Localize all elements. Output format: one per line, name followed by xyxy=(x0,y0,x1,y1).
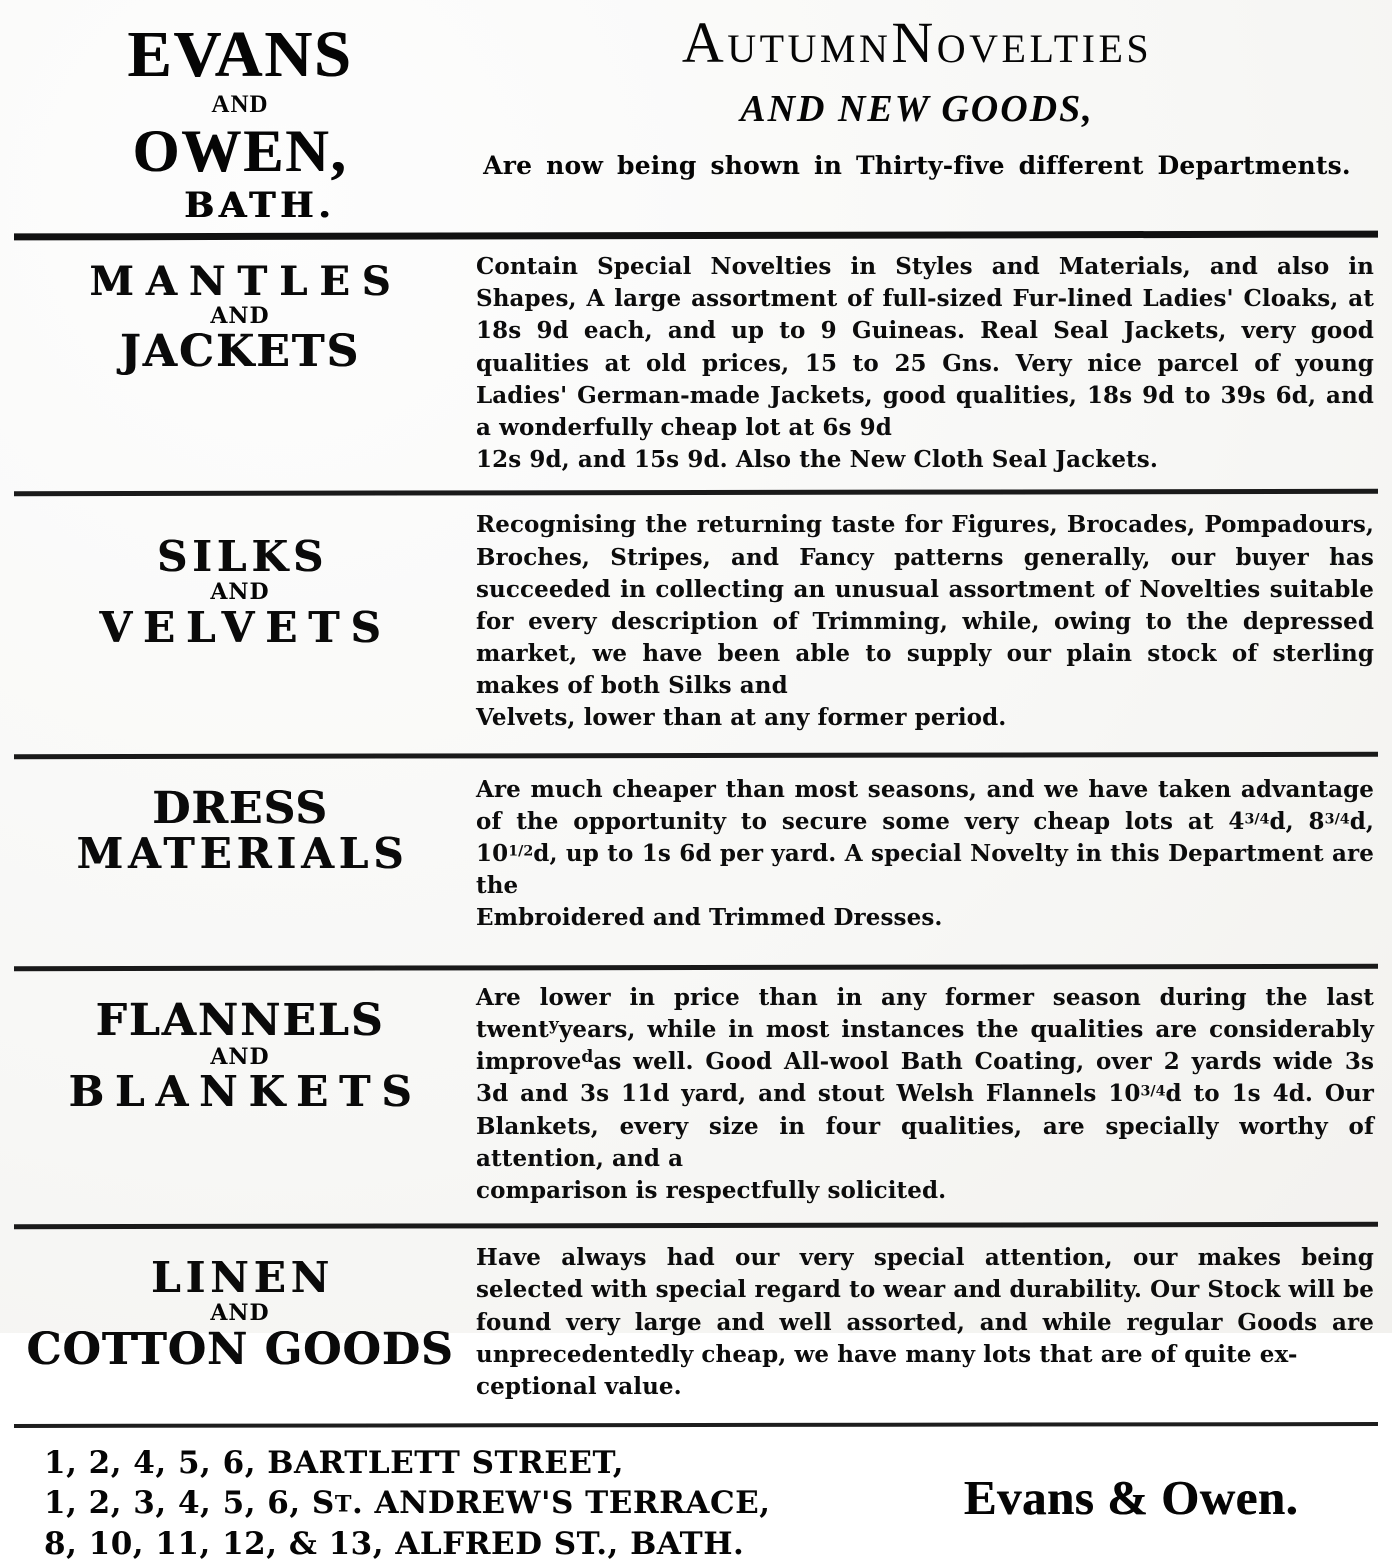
department-title-blankets: BLANKETS xyxy=(68,1067,423,1117)
department-description xyxy=(466,970,1378,1224)
department-description xyxy=(466,758,1378,965)
brand-name-owen: OWEN, xyxy=(132,117,348,184)
department-heading xyxy=(14,970,466,1115)
headline-initial-a: A xyxy=(681,10,728,75)
department-heading xyxy=(14,495,466,650)
address-smallcap-t: T xyxy=(334,1492,352,1519)
headline-subtitle: AND NEW GOODS, xyxy=(740,88,1094,130)
department-description xyxy=(466,1228,1378,1423)
headline-initial-n: N xyxy=(891,10,937,75)
department-body-text-last: 12s 9d, and 15s 9d. Also the New Cloth Seal Jackets. xyxy=(476,446,1158,474)
headline-word-utumn: UTUMN xyxy=(727,26,892,71)
department-description xyxy=(466,239,1378,490)
department-flannels-blankets xyxy=(14,970,1378,1224)
department-body-text xyxy=(476,774,1374,903)
body-segment: d, 8 xyxy=(1269,807,1325,835)
brand-block xyxy=(14,14,466,226)
department-title-jackets: JACKETS xyxy=(119,326,361,378)
footer xyxy=(14,1427,1378,1564)
body-segment: years, while in most instances the qualities are considerably improve xyxy=(476,1015,1374,1076)
fraction-three-quarters-2: 3/4 xyxy=(1324,811,1350,828)
department-conjunction: AND xyxy=(210,1300,270,1327)
masthead xyxy=(14,0,1378,232)
body-segment: d, 10 xyxy=(476,807,1374,867)
body-segment: Are lower in price than in any former season during the last twent xyxy=(476,983,1374,1043)
department-body-text-last: Embroidered and Trimmed Dresses. xyxy=(476,904,943,932)
department-conjunction: AND xyxy=(210,579,270,606)
department-description xyxy=(466,495,1378,752)
body-segment: d to 1s 4d. Our Blankets, every size in four qualities, are specially worthy of attention, and a xyxy=(476,1080,1375,1172)
headline-autumn-novelties xyxy=(466,10,1368,75)
body-segment: as well. Good All-wool Bath Coating, over 2 yards wide 3s 3d and 3s 11d yard, and stout Welsh Flannels 10 xyxy=(476,1048,1374,1108)
department-silks-velvets xyxy=(14,495,1378,752)
body-segment: d, up to 1s 6d per yard. A special Novelty in this Department are the xyxy=(476,840,1374,900)
department-mantles-jackets xyxy=(14,239,1378,490)
raised-letter-y: y xyxy=(548,1014,559,1035)
body-segment: Are much cheaper than most seasons, and we have taken advantage of the opportunity to secure some very cheap lots at 4 xyxy=(476,775,1374,835)
address-line-alfred-street: 8, 10, 11, 12, & 13, ALFRED ST., BATH. xyxy=(44,1525,745,1562)
brand-city: BATH. xyxy=(184,184,336,226)
address-segment: . ANDREW'S TERRACE, xyxy=(351,1485,771,1522)
department-dress-materials xyxy=(14,758,1378,965)
headline-note: Are now being shown in Thirty-five different Departments. xyxy=(483,151,1351,180)
department-body-text-last: ceptional value. xyxy=(476,1372,682,1400)
address-line-st-andrews-terrace xyxy=(44,1483,874,1523)
department-body-text-last: comparison is respectfully solicited. xyxy=(476,1176,947,1204)
address-line-bartlett-street: 1, 2, 4, 5, 6, BARTLETT STREET, xyxy=(44,1445,624,1482)
raised-letter-d: d xyxy=(581,1047,594,1068)
department-title-silks: SILKS xyxy=(156,532,329,582)
department-title-materials: MATERIALS xyxy=(76,828,409,878)
brand-name-evans: EVANS xyxy=(127,18,353,91)
department-body-text-last: Velvets, lower than at any former period. xyxy=(476,704,1007,732)
department-linen-cotton-goods xyxy=(14,1228,1378,1423)
department-body-text: Recognising the returning taste for Figures, Brocades, Pompadours, Broches, Stripes, and Fancy patterns generally, our buyer has succeeded in collecting an unusual assortment of Novelties suitable for every description of Trimming, while, owing to the depressed market, we have been able to supply our plain stock of sterling makes of both Silks and xyxy=(476,511,1374,700)
department-title-dress: DRESS xyxy=(152,782,328,834)
fraction-three-quarters-1: 3/4 xyxy=(1244,811,1270,828)
headline-word-ovelties: OVELTIES xyxy=(936,26,1153,71)
footer-signature: Evans & Owen. xyxy=(963,1470,1299,1526)
department-heading xyxy=(14,758,466,876)
address-segment: 1, 2, 3, 4, 5, 6, S xyxy=(44,1485,335,1522)
department-heading xyxy=(14,239,466,376)
department-heading xyxy=(14,1228,466,1373)
fraction-one-half: 1/2 xyxy=(508,843,534,860)
department-title-mantles: MANTLES xyxy=(89,258,403,305)
department-title-linen: LINEN xyxy=(151,1253,334,1303)
department-body-text xyxy=(476,982,1374,1175)
department-body-text: Have always had our very special attention, our makes being selected with special regard to wear and durability. Our Stock will be found very large and well assorted, and while regular Goods are unprecedentedly cheap, we have many lots that are of quite ex- xyxy=(476,1244,1374,1368)
department-body-text: Contain Special Novelties in Styles and Materials, and also in Shapes, A large assortment of full-sized Fur-lined Ladies' Cloaks, at 18s 9d each, and up to 9 Guineas. Real Seal Jackets, very good qualities at old prices, 15 to 25 Gns. Very nice parcel of young Ladies' German-made Jackets, good qualities, 18s 9d to 39s 6d, and a wonderfully cheap lot at 6s 9d xyxy=(476,253,1374,441)
brand-conjunction: AND xyxy=(211,90,269,118)
headline-block xyxy=(466,10,1378,183)
department-conjunction: AND xyxy=(210,303,270,329)
department-title-flannels: FLANNELS xyxy=(95,994,385,1046)
department-title-velvets: VELVETS xyxy=(99,602,392,652)
footer-address-block xyxy=(14,1443,874,1564)
department-conjunction: AND xyxy=(210,1043,270,1070)
fraction-three-quarters: 3/4 xyxy=(1140,1084,1166,1100)
department-title-cotton-goods: COTTON GOODS xyxy=(26,1323,454,1375)
